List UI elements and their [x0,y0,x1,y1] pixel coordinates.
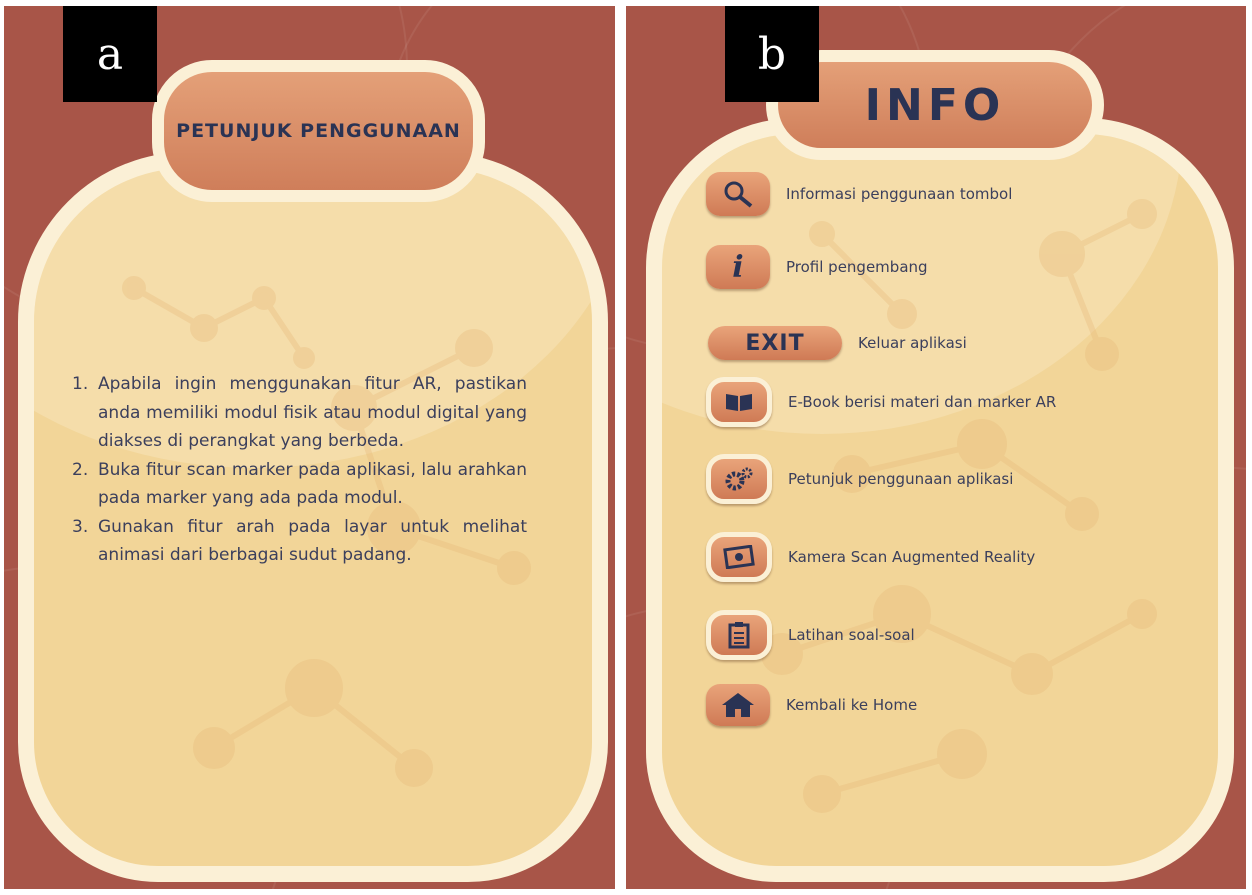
page-title: PETUNJUK PENGGUNAAN [152,60,485,202]
info-item-exit [708,326,967,360]
info-item-home [706,684,917,726]
list-text: Gunakan fitur arah pada layar untuk melihat animasi dari berbagai sudut padang. [98,516,527,565]
info-item-label: Kembali ke Home [786,696,918,714]
panel-b [626,6,1246,889]
home-icon [721,692,755,718]
info-item-label: Latihan soal-soal [788,626,915,644]
figure-label-a: a [63,6,157,102]
list-item [72,456,527,513]
info-item-profile [706,245,928,289]
molecule-decoration [702,194,1202,854]
list-item [72,513,527,570]
list-number: 3. [72,516,89,537]
info-item-ebook [706,377,1056,427]
info-button[interactable] [706,245,770,289]
info-item-camera [706,532,1035,582]
home-button[interactable] [706,684,770,726]
figure-label-b: b [725,6,819,102]
list-text: Apabila ingin menggunakan fitur AR, pastikan anda memiliki modul fisik atau modul digital yang diakses di perangkat yang berbeda. [98,374,527,451]
info-item-label: Informasi penggunaan tombol [786,185,1013,203]
info-item-label: Profil pengembang [786,258,928,276]
list-item [72,370,527,456]
info-item-label: Kamera Scan Augmented Reality [788,548,1036,566]
clipboard-icon [727,621,751,649]
book-icon [724,391,754,413]
info-item-label: Petunjuk penggunaan aplikasi [788,470,1014,488]
info-item-exercise [706,610,915,660]
list-number: 1. [72,374,89,394]
guide-button[interactable] [706,454,772,504]
ebook-button[interactable] [706,377,772,427]
exercise-button[interactable] [706,610,772,660]
info-item-label: Keluar aplikasi [858,334,967,352]
info-item-label: E-Book berisi materi dan marker AR [788,393,1057,411]
info-item-search [706,172,1012,216]
search-icon [721,179,755,209]
exit-button[interactable]: EXIT [708,326,842,360]
camera-scan-icon [723,545,755,569]
list-text: Buka fitur scan marker pada aplikasi, lalu arahkan pada marker yang ada pada modul. [98,459,527,508]
info-item-guide [706,454,1013,504]
info-icon: i [732,249,744,285]
search-button[interactable] [706,172,770,216]
camera-scan-button[interactable] [706,532,772,582]
page-title: INFO [766,50,1104,160]
instructions-list [72,370,527,570]
list-number: 2. [72,459,89,480]
gear-icon [723,465,755,493]
